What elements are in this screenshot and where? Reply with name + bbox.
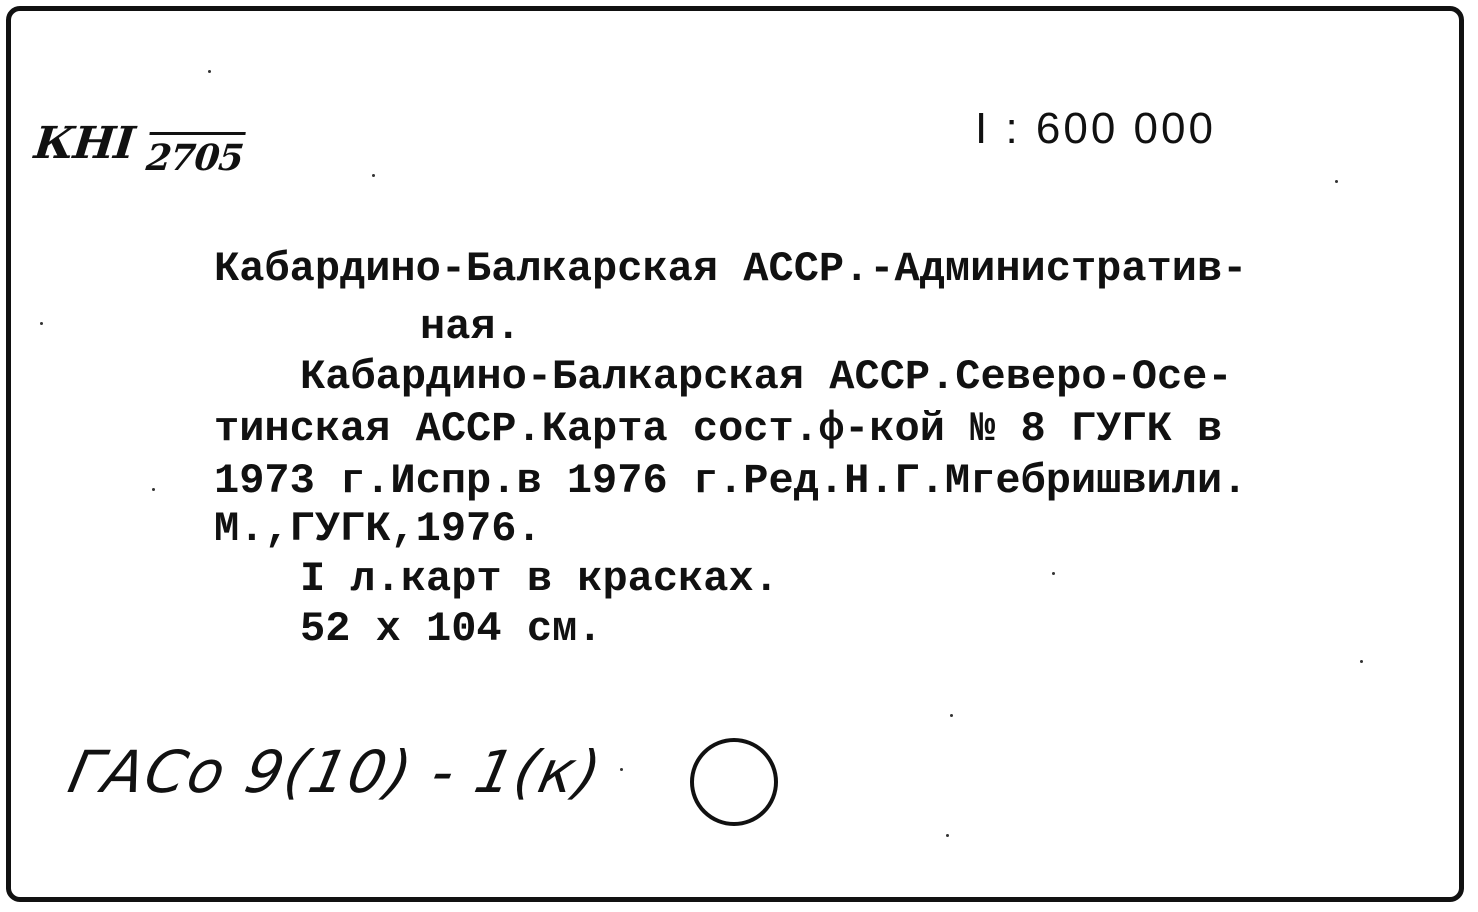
speck: [1052, 572, 1055, 575]
map-scale: I : 600 000: [975, 104, 1216, 153]
title-line-2: ная.: [420, 303, 521, 351]
speck: [1335, 180, 1338, 183]
handwritten-call-number: ГАСо 9(10) - 1(к): [62, 738, 609, 806]
description-line-3: 1973 г.Испр.в 1976 г.Ред.Н.Г.Мгебришвили.: [214, 457, 1248, 505]
title-line-1: Кабардино-Балкарская АССР.-Административ-: [214, 245, 1248, 293]
description-line-1: Кабардино-Балкарская АССР.Северо-Осе-: [300, 353, 1233, 401]
speck: [152, 488, 155, 491]
card-code: [31, 118, 247, 179]
speck: [40, 322, 43, 325]
speck: [950, 714, 953, 717]
speck: [1360, 660, 1363, 663]
description-line-2: тинская АССР.Карта сост.ф-кой № 8 ГУГК в: [214, 405, 1223, 453]
code-prefix: КНI: [31, 118, 137, 169]
speck: [372, 174, 375, 177]
speck: [946, 834, 949, 837]
publication-line: М.,ГУГК,1976.: [214, 505, 542, 553]
physical-description-line: I л.карт в красках.: [300, 555, 779, 603]
speck: [208, 70, 211, 73]
speck: [620, 768, 623, 771]
code-number: 2705: [144, 132, 245, 179]
circle-mark: [690, 738, 778, 826]
dimensions-line: 52 х 104 см.: [300, 605, 603, 653]
